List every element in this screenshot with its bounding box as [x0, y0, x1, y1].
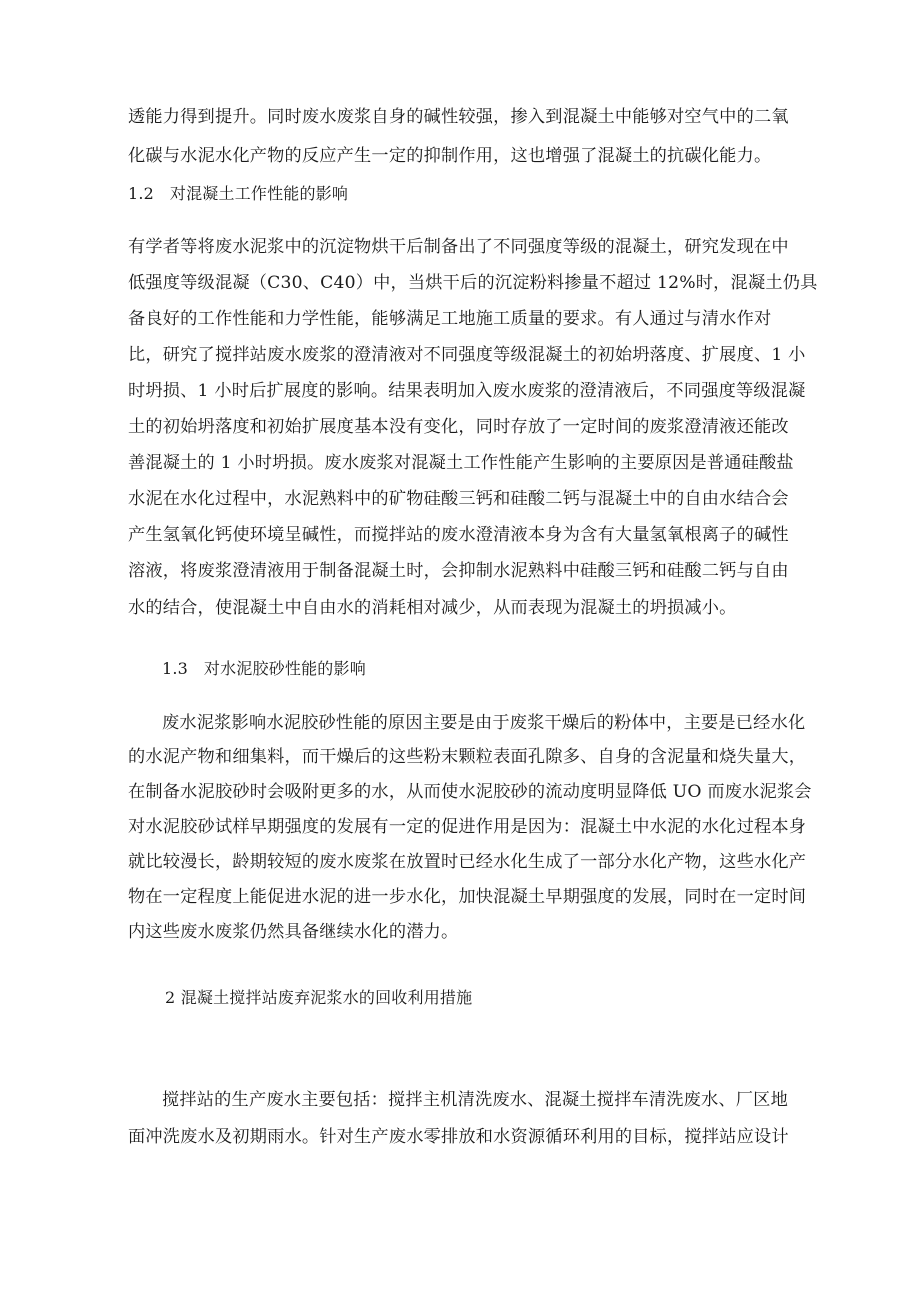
paragraph-line: 透能力得到提升。同时废水废浆自身的碱性较强，掺入到混凝土中能够对空气中的二氧 [128, 107, 789, 127]
paragraph-line: 产生氢氧化钙使环境呈碱性，而搅拌站的废水澄清液本身为含有大量氢氧根离子的碱性 [128, 525, 789, 545]
section-title: 混凝土搅拌站废弃泥浆水的回收利用措施 [180, 988, 473, 1007]
paragraph-line: 土的初始坍落度和初始扩展度基本没有变化，同时存放了一定时间的废浆澄清液还能改 [128, 417, 789, 437]
paragraph-line: 化碳与水泥水化产物的反应产生一定的抑制作用，这也增强了混凝土的抗碳化能力。 [128, 146, 772, 166]
section-number: 1.3 [162, 659, 189, 678]
paragraph-line: 废水泥浆影响水泥胶砂性能的原因主要是由于废浆干燥后的粉体中，主要是已经水化 [162, 713, 806, 733]
paragraph-line: 的水泥产物和细集料，而干燥后的这些粉末颗粒表面孔隙多、自身的含泥量和烧失量大， [128, 747, 807, 767]
section-number: 2 [165, 988, 176, 1007]
section-title: 对混凝土工作性能的影响 [169, 184, 349, 203]
paragraph-line: 在制备水泥胶砂时会吸附更多的水，从而使水泥胶砂的流动度明显降低 UO 而废水泥浆会 [128, 782, 812, 802]
paragraph-line: 水的结合，使混凝土中自由水的消耗相对减少，从而表现为混凝土的坍损减小。 [128, 598, 737, 618]
paragraph-line: 就比较漫长，龄期较短的废水废浆在放置时已经水化生成了一部分水化产物，这些水化产 [128, 852, 807, 872]
section-number: 1.2 [128, 184, 155, 203]
paragraph-line: 水泥在水化过程中，水泥熟料中的矿物硅酸三钙和硅酸二钙与混凝土中的自由水结合会 [128, 489, 789, 509]
paragraph-line: 备良好的工作性能和力学性能，能够满足工地施工质量的要求。有人通过与清水作对 [128, 309, 772, 329]
paragraph-line: 时坍损、1 小时后扩展度的影响。结果表明加入废水废浆的澄清液后，不同强度等级混凝 [128, 381, 806, 401]
section-heading-1-3 [162, 658, 366, 680]
section-title: 对水泥胶砂性能的影响 [203, 659, 366, 678]
paragraph-line: 对水泥胶砂试样早期强度的发展有一定的促进作用是因为：混凝土中水泥的水化过程本身 [128, 817, 807, 837]
paragraph-line: 善混凝土的 1 小时坍损。废水废浆对混凝土工作性能产生影响的主要原因是普通硅酸盐 [128, 453, 794, 473]
paragraph-line: 比，研究了搅拌站废水废浆的澄清液对不同强度等级混凝土的初始坍落度、扩展度、1 小 [128, 345, 806, 365]
paragraph-line: 有学者等将废水泥浆中的沉淀物烘干后制备出了不同强度等级的混凝土，研究发现在中 [128, 237, 789, 257]
paragraph-line: 内这些废水废浆仍然具备继续水化的潜力。 [128, 922, 459, 942]
paragraph-line: 面冲洗废水及初期雨水。针对生产废水零排放和水资源循环利用的目标，搅拌站应设计 [128, 1127, 789, 1147]
section-heading-2 [165, 987, 472, 1009]
paragraph-line: 搅拌站的生产废水主要包括：搅拌主机清洗废水、混凝土搅拌车清洗废水、厂区地 [162, 1090, 788, 1110]
paragraph-line: 物在一定程度上能促进水泥的进一步水化，加快混凝土早期强度的发展，同时在一定时间 [128, 887, 807, 907]
paragraph-line: 低强度等级混凝（C30、C40）中，当烘干后的沉淀粉料掺量不超过 12%时，混凝土仍具 [128, 273, 818, 293]
section-heading-1-2 [128, 183, 348, 205]
paragraph-line: 溶液，将废浆澄清液用于制备混凝土时，会抑制水泥熟料中硅酸三钙和硅酸二钙与自由 [128, 561, 789, 581]
